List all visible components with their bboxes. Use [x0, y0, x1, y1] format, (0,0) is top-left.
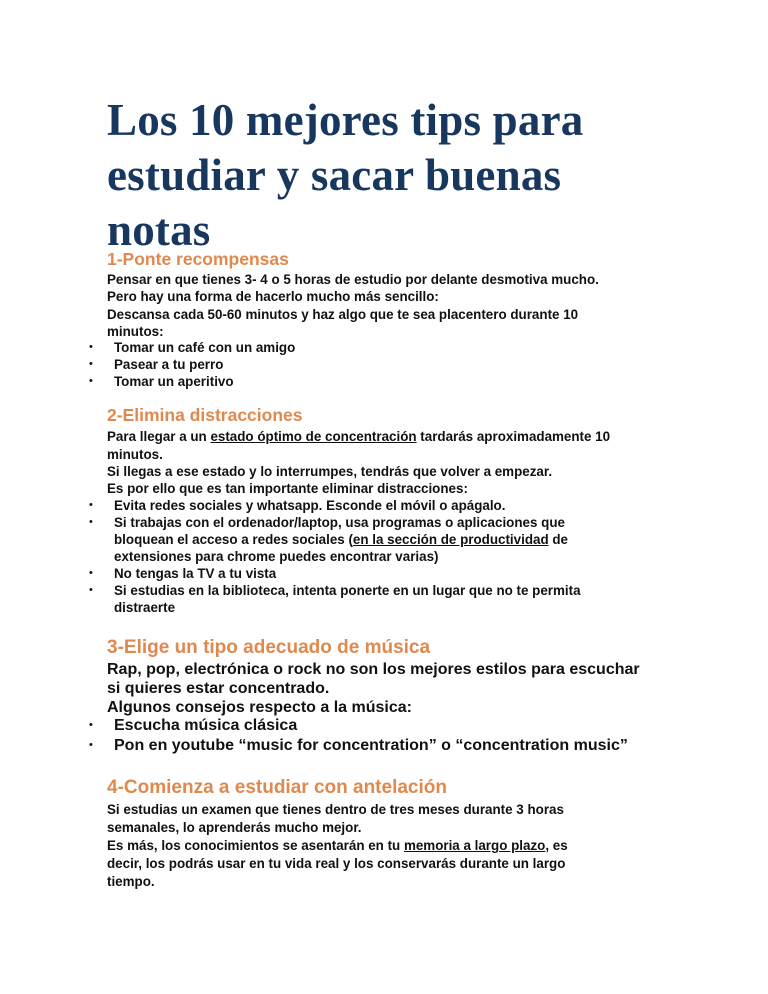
- section-2-line-1: [107, 428, 610, 445]
- section-1-bullet-1: Tomar un café con un amigo: [114, 340, 296, 355]
- bullet-icon: •: [89, 567, 93, 579]
- section-4-line-3: [107, 837, 568, 854]
- section-4-line-4: decir, los podrás usar en tu vida real y los conservarás durante un largo: [107, 856, 566, 871]
- section-2-bullet-1: Evita redes sociales y whatsapp. Esconde el móvil o apágalo.: [114, 498, 506, 513]
- section-4-line-2: semanales, lo aprenderás mucho mejor.: [107, 820, 362, 835]
- section-2-line-1-pre: Para llegar a un: [107, 429, 211, 444]
- bullet-icon: •: [89, 358, 93, 370]
- section-heading-1: 1-Ponte recompensas: [107, 249, 289, 269]
- section-4-line-5: tiempo.: [107, 874, 155, 889]
- bullet-icon: •: [89, 719, 93, 731]
- section-2-line-2: minutos.: [107, 447, 163, 462]
- section-heading-2: 2-Elimina distracciones: [107, 405, 303, 425]
- section-2-bullet-2-line-2: [114, 531, 568, 548]
- section-1-bullet-2: Pasear a tu perro: [114, 357, 224, 372]
- bullet-icon: •: [89, 375, 93, 387]
- section-1-line-2: Pero hay una forma de hacerlo mucho más sencillo:: [107, 289, 439, 304]
- section-2-bullet-4: Si estudias en la biblioteca, intenta ponerte en un lugar que no te permita: [114, 583, 581, 598]
- section-3-line-2: si quieres estar concentrado.: [107, 680, 330, 697]
- bullet-icon: •: [89, 739, 93, 751]
- section-1-line-3: Descansa cada 50-60 minutos y haz algo que te sea placentero durante 10: [107, 307, 579, 322]
- page-title: Los 10 mejores tips para estudiar y sacar buenas notas: [107, 95, 584, 255]
- link-estado-optimo[interactable]: estado óptimo de concentración: [210, 429, 417, 444]
- section-4-line-3-pre: Es más, los conocimientos se asentarán en tu: [107, 838, 404, 853]
- bullet-icon: •: [89, 516, 93, 528]
- section-heading-3: 3-Elige un tipo adecuado de música: [107, 637, 431, 658]
- bullet-icon: •: [89, 499, 93, 511]
- section-2-bullet-2-post: de: [548, 532, 568, 547]
- section-1-line-1: Pensar en que tienes 3- 4 o 5 horas de estudio por delante desmotiva mucho.: [107, 272, 599, 287]
- link-seccion-productividad[interactable]: en la sección de productividad: [352, 532, 549, 547]
- section-2-line-3: Si llegas a ese estado y lo interrumpes, tendrás que volver a empezar.: [107, 464, 553, 479]
- section-2-bullet-2: Si trabajas con el ordenador/laptop, usa programas o aplicaciones que: [114, 515, 565, 530]
- section-3-line-3: Algunos consejos respecto a la música:: [107, 699, 412, 716]
- bullet-icon: •: [89, 584, 93, 596]
- section-3-line-1: Rap, pop, electrónica o rock no son los mejores estilos para escuchar: [107, 661, 640, 678]
- bullet-icon: •: [89, 341, 93, 353]
- section-4-line-3-post: , es: [545, 838, 568, 853]
- section-3-bullet-2: Pon en youtube “music for concentration” o “concentration music”: [114, 737, 628, 754]
- section-1-bullet-3: Tomar un aperitivo: [114, 374, 234, 389]
- section-2-bullet-4-line-2: distraerte: [114, 600, 176, 615]
- section-3-bullet-1: Escucha música clásica: [114, 717, 298, 734]
- section-2-bullet-3: No tengas la TV a tu vista: [114, 566, 277, 581]
- section-2-bullet-2-line-3: extensiones para chrome puedes encontrar varias): [114, 549, 439, 564]
- section-2-line-1-post: tardarás aproximadamente 10: [416, 429, 611, 444]
- section-4-line-1: Si estudias un examen que tienes dentro de tres meses durante 3 horas: [107, 802, 564, 817]
- section-2-line-4: Es por ello que es tan importante eliminar distracciones:: [107, 481, 468, 496]
- link-memoria-largo-plazo[interactable]: memoria a largo plazo: [403, 838, 546, 853]
- section-2-bullet-2-pre: bloquean el acceso a redes sociales (: [114, 532, 353, 547]
- section-heading-4: 4-Comienza a estudiar con antelación: [107, 777, 447, 798]
- section-1-line-4: minutos:: [107, 324, 164, 339]
